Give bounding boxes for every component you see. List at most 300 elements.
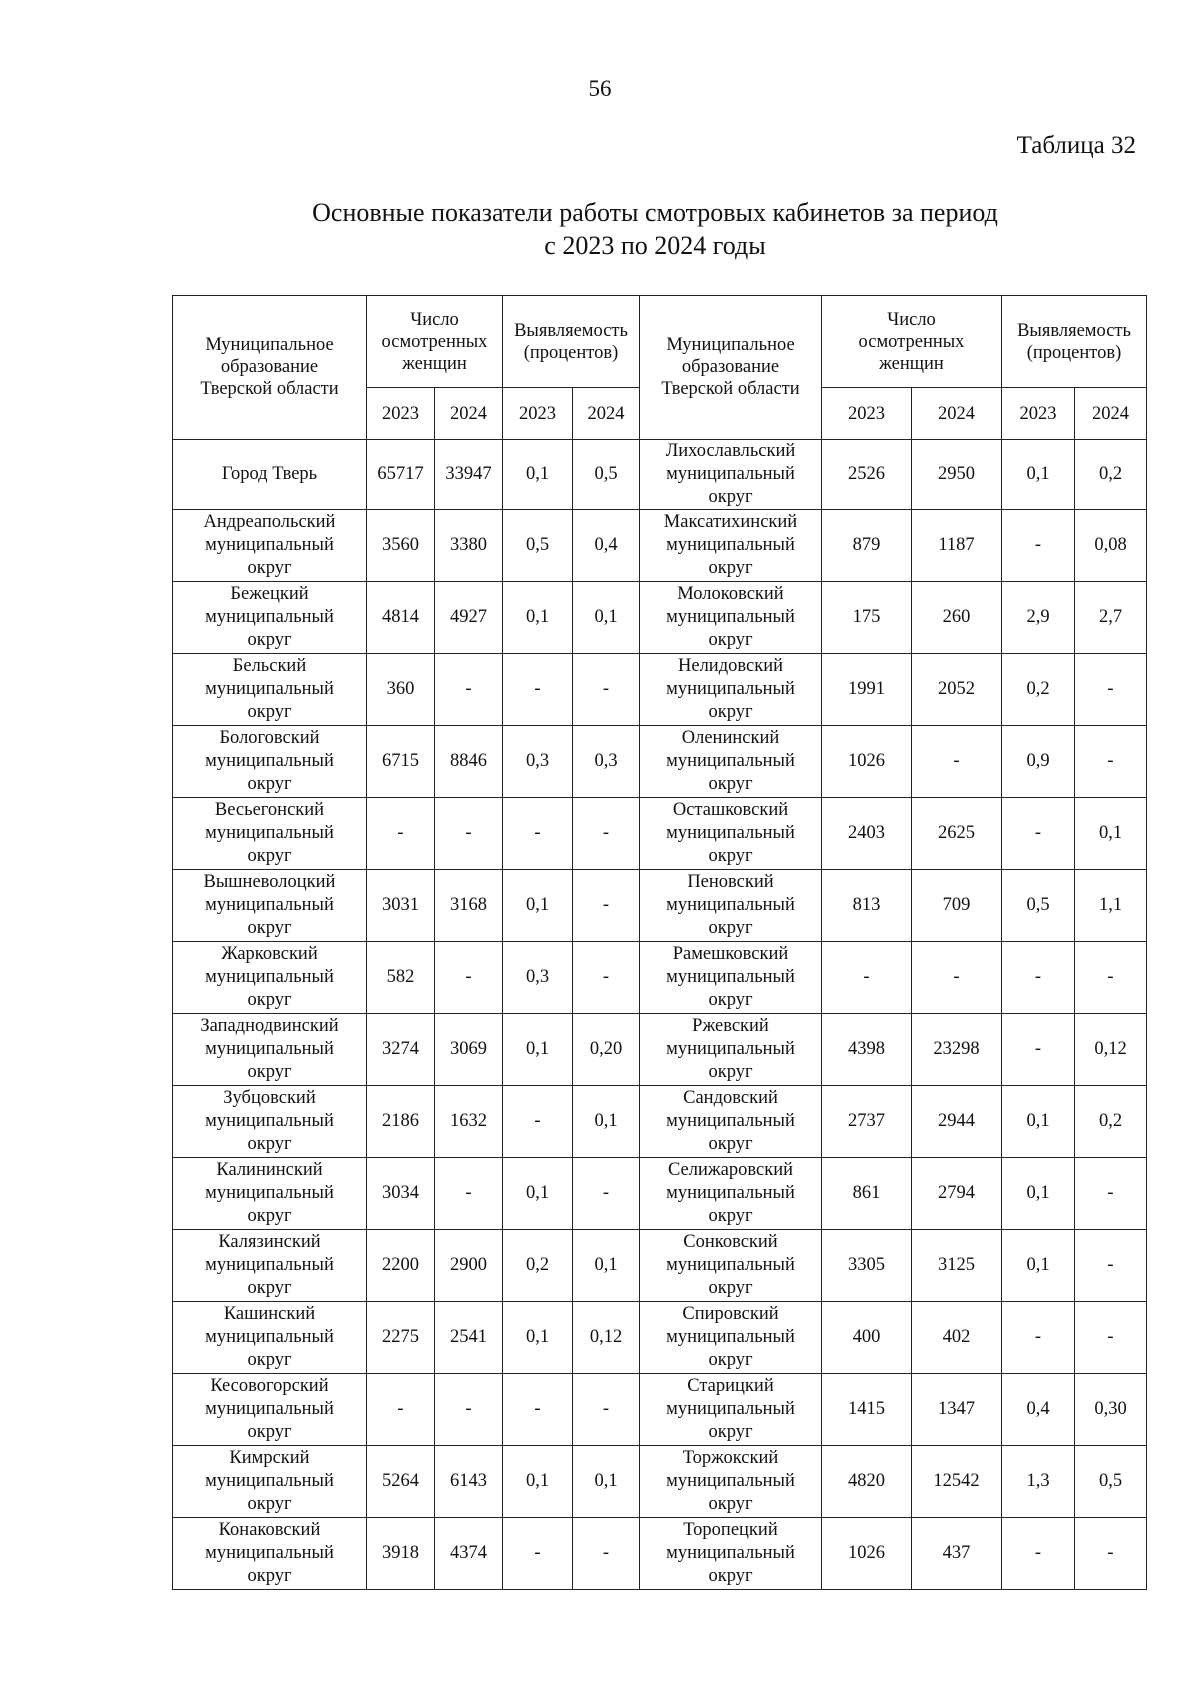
women-count-2023: 2186 (367, 1086, 435, 1158)
women-count-2023: 2737 (822, 1086, 912, 1158)
women-count-2024: - (435, 798, 503, 870)
municipality-name (173, 582, 367, 654)
detection-rate-2023: - (1002, 1518, 1075, 1590)
women-count-2023: 1026 (822, 1518, 912, 1590)
women-count-2023: 5264 (367, 1446, 435, 1518)
municipality-name-line: Кашинский (223, 1304, 316, 1324)
screening-table (172, 295, 1147, 1590)
municipality-name-line: муниципальный (205, 679, 334, 699)
header-text: Муниципальное (205, 335, 334, 355)
municipality-name (173, 798, 367, 870)
municipality-name-line: округ (247, 1278, 292, 1298)
municipality-name-line: округ (708, 1062, 753, 1082)
header-text: Тверской области (661, 379, 800, 399)
detection-rate-2024: 0,1 (573, 582, 640, 654)
detection-rate-2023: - (503, 654, 573, 726)
municipality-name (173, 726, 367, 798)
detection-rate-2024: - (573, 1158, 640, 1230)
municipality-name-line: муниципальный (666, 751, 795, 771)
table-row (173, 1446, 1147, 1518)
women-count-2024: 2944 (912, 1086, 1002, 1158)
detection-rate-2023: - (503, 798, 573, 870)
women-count-2024: 8846 (435, 726, 503, 798)
detection-rate-2024: 0,12 (573, 1302, 640, 1374)
municipality-name-line: муниципальный (205, 1471, 334, 1491)
municipality-name-line: Нелидовский (678, 656, 783, 676)
municipality-name-line: Ржевский (692, 1016, 769, 1036)
municipality-name (640, 1446, 822, 1518)
detection-rate-2024: 2,7 (1075, 582, 1147, 654)
detection-rate-2023: - (503, 1086, 573, 1158)
detection-rate-2023: 0,4 (1002, 1374, 1075, 1446)
women-count-2024: 1632 (435, 1086, 503, 1158)
municipality-name-line: муниципальный (666, 1471, 795, 1491)
detection-rate-2023: - (503, 1374, 573, 1446)
municipality-name-line: округ (247, 774, 292, 794)
detection-rate-2023: 0,5 (503, 510, 573, 582)
municipality-name-line: Старицкий (687, 1376, 774, 1396)
detection-rate-2023: - (1002, 942, 1075, 1014)
municipality-name-line: округ (708, 846, 753, 866)
municipality-name (173, 1446, 367, 1518)
women-count-2023: 3031 (367, 870, 435, 942)
municipality-name-line: округ (247, 918, 292, 938)
municipality-name (640, 440, 822, 510)
detection-rate-2024: 0,1 (573, 1086, 640, 1158)
women-count-2024: 6143 (435, 1446, 503, 1518)
municipality-name-line: Жарковский (221, 944, 318, 964)
header-women-count-left (367, 296, 503, 388)
table-row (173, 1230, 1147, 1302)
municipality-name-line: Андреапольский (203, 512, 336, 532)
detection-rate-2023: 0,1 (503, 582, 573, 654)
municipality-name (173, 1014, 367, 1086)
municipality-name-line: округ (247, 1422, 292, 1442)
header-text: Число (410, 309, 459, 330)
detection-rate-2024: - (1075, 654, 1147, 726)
municipality-name (640, 1302, 822, 1374)
detection-rate-2024: - (573, 942, 640, 1014)
women-count-2024: 260 (912, 582, 1002, 654)
municipality-name-line: округ (708, 702, 753, 722)
detection-rate-2024: 0,5 (573, 440, 640, 510)
municipality-name (640, 798, 822, 870)
municipality-name-line: округ (708, 1494, 753, 1514)
municipality-name (640, 942, 822, 1014)
municipality-name-line: Бежецкий (230, 584, 309, 604)
header-text: осмотренных (381, 331, 488, 352)
table-row (173, 654, 1147, 726)
women-count-2024: 4927 (435, 582, 503, 654)
municipality-name-line: округ (708, 1350, 753, 1370)
detection-rate-2023: 0,1 (503, 870, 573, 942)
municipality-name (173, 1230, 367, 1302)
detection-rate-2023: 0,1 (1002, 440, 1075, 510)
women-count-2024: 437 (912, 1518, 1002, 1590)
municipality-name-line: муниципальный (205, 1183, 334, 1203)
women-count-2024: 3168 (435, 870, 503, 942)
women-count-2023: 65717 (367, 440, 435, 510)
municipality-name (640, 1518, 822, 1590)
women-count-2023: 3918 (367, 1518, 435, 1590)
women-count-2024: 2625 (912, 798, 1002, 870)
table-row (173, 440, 1147, 510)
document-title (0, 196, 1200, 262)
header-text: (процентов) (1026, 342, 1122, 363)
municipality-name-line: Конаковский (218, 1520, 321, 1540)
header-text: образование (681, 357, 780, 377)
municipality-name-line: округ (708, 990, 753, 1010)
women-count-2023: - (367, 1374, 435, 1446)
municipality-name-line: Город Тверь (221, 464, 318, 484)
municipality-name-line: округ (247, 1062, 292, 1082)
women-count-2024: - (435, 942, 503, 1014)
municipality-name-line: Кимрский (229, 1448, 310, 1468)
detection-rate-2023: 0,1 (1002, 1230, 1075, 1302)
municipality-name-line: муниципальный (666, 535, 795, 555)
municipality-name (640, 654, 822, 726)
detection-rate-2024: - (1075, 1302, 1147, 1374)
women-count-2024: - (435, 1374, 503, 1446)
detection-rate-2024: - (1075, 1230, 1147, 1302)
header-text: образование (220, 357, 319, 377)
municipality-name-line: Лихославльский (665, 441, 796, 461)
municipality-name-line: Калязинский (218, 1232, 321, 1252)
table-row (173, 582, 1147, 654)
municipality-name (640, 726, 822, 798)
municipality-name-line: муниципальный (666, 967, 795, 987)
detection-rate-2023: 1,3 (1002, 1446, 1075, 1518)
women-count-2024: - (912, 942, 1002, 1014)
municipality-name (640, 510, 822, 582)
municipality-name-line: Кесовогорский (210, 1376, 329, 1396)
women-count-2023: 1991 (822, 654, 912, 726)
women-count-2024: 3380 (435, 510, 503, 582)
women-count-2023: 4814 (367, 582, 435, 654)
women-count-2024: 402 (912, 1302, 1002, 1374)
header-text: Тверской области (200, 379, 339, 399)
header-text: Выявляемость (514, 320, 628, 341)
detection-rate-2023: 0,3 (503, 726, 573, 798)
detection-rate-2024: 1,1 (1075, 870, 1147, 942)
women-count-2023: 3274 (367, 1014, 435, 1086)
municipality-name-line: муниципальный (666, 679, 795, 699)
municipality-name-line: округ (247, 1494, 292, 1514)
municipality-name (640, 870, 822, 942)
municipality-name (173, 1518, 367, 1590)
municipality-name-line: муниципальный (666, 464, 795, 484)
municipality-name (173, 1086, 367, 1158)
women-count-2024: 1187 (912, 510, 1002, 582)
municipality-name-line: муниципальный (666, 1543, 795, 1563)
detection-rate-2024: - (1075, 942, 1147, 1014)
header-year-2023: 2023 (1002, 388, 1075, 440)
women-count-2023: 3560 (367, 510, 435, 582)
municipality-name-line: муниципальный (205, 1543, 334, 1563)
detection-rate-2024: 0,2 (1075, 440, 1147, 510)
municipality-name-line: округ (708, 1278, 753, 1298)
header-year-2023: 2023 (503, 388, 573, 440)
municipality-name-line: муниципальный (205, 751, 334, 771)
detection-rate-2023: 0,2 (1002, 654, 1075, 726)
municipality-name (640, 582, 822, 654)
detection-rate-2023: 2,9 (1002, 582, 1075, 654)
detection-rate-2024: 0,08 (1075, 510, 1147, 582)
women-count-2023: 1026 (822, 726, 912, 798)
municipality-name-line: Спировский (682, 1304, 779, 1324)
municipality-name-line: муниципальный (205, 895, 334, 915)
municipality-name-line: округ (708, 1206, 753, 1226)
table-row (173, 1014, 1147, 1086)
municipality-name-line: округ (247, 1206, 292, 1226)
detection-rate-2024: - (573, 654, 640, 726)
municipality-name-line: муниципальный (666, 1255, 795, 1275)
women-count-2024: - (912, 726, 1002, 798)
municipality-name-line: Вышневолоцкий (203, 872, 336, 892)
header-text: Число (887, 309, 936, 330)
municipality-name (173, 1302, 367, 1374)
table-row (173, 1302, 1147, 1374)
page-number: 56 (588, 76, 612, 101)
municipality-name-line: Молоковский (677, 584, 784, 604)
header-year-2024: 2024 (573, 388, 640, 440)
municipality-name-line: округ (247, 1134, 292, 1154)
table-body (173, 440, 1147, 1590)
municipality-name-line: Западнодвинский (200, 1016, 339, 1036)
detection-rate-2023: 0,1 (1002, 1086, 1075, 1158)
municipality-name-line: муниципальный (205, 1039, 334, 1059)
detection-rate-2023: 0,1 (503, 1446, 573, 1518)
detection-rate-2024: - (573, 798, 640, 870)
municipality-name (173, 870, 367, 942)
municipality-name-line: округ (708, 558, 753, 578)
header-municipality-left (173, 296, 367, 440)
women-count-2023: 4820 (822, 1446, 912, 1518)
header-detection-rate-left (503, 296, 640, 388)
women-count-2023: 3034 (367, 1158, 435, 1230)
detection-rate-2023: 0,5 (1002, 870, 1075, 942)
title-line: Основные показатели работы смотровых кабинетов за период (312, 198, 998, 227)
detection-rate-2024: 0,1 (573, 1230, 640, 1302)
municipality-name-line: муниципальный (205, 967, 334, 987)
women-count-2024: 12542 (912, 1446, 1002, 1518)
municipality-name-line: округ (708, 1134, 753, 1154)
women-count-2024: 2794 (912, 1158, 1002, 1230)
detection-rate-2023: 0,1 (503, 1302, 573, 1374)
municipality-name-line: Калининский (216, 1160, 323, 1180)
municipality-name (173, 510, 367, 582)
detection-rate-2024: - (1075, 726, 1147, 798)
header-text: осмотренных (858, 331, 965, 352)
header-municipality-right (640, 296, 822, 440)
municipality-name-line: округ (247, 702, 292, 722)
municipality-name-line: округ (708, 487, 753, 507)
women-count-2024: 3069 (435, 1014, 503, 1086)
women-count-2024: 4374 (435, 1518, 503, 1590)
women-count-2023: 4398 (822, 1014, 912, 1086)
municipality-name-line: муниципальный (205, 1399, 334, 1419)
table-label: Таблица 32 (1016, 132, 1136, 159)
table-row (173, 942, 1147, 1014)
municipality-name (173, 440, 367, 510)
header-year-2023: 2023 (822, 388, 912, 440)
women-count-2023: - (367, 798, 435, 870)
women-count-2024: - (435, 654, 503, 726)
municipality-name (173, 942, 367, 1014)
municipality-name-line: округ (247, 846, 292, 866)
women-count-2024: - (435, 1158, 503, 1230)
women-count-2023: 879 (822, 510, 912, 582)
women-count-2023: 175 (822, 582, 912, 654)
women-count-2023: 400 (822, 1302, 912, 1374)
women-count-2023: 1415 (822, 1374, 912, 1446)
municipality-name-line: муниципальный (666, 607, 795, 627)
detection-rate-2023: 0,1 (503, 1014, 573, 1086)
header-text: Выявляемость (1017, 320, 1131, 341)
municipality-name (173, 654, 367, 726)
detection-rate-2023: 0,1 (503, 440, 573, 510)
municipality-name-line: муниципальный (205, 1111, 334, 1131)
women-count-2023: 2275 (367, 1302, 435, 1374)
detection-rate-2024: 0,1 (573, 1446, 640, 1518)
municipality-name-line: Оленинский (681, 728, 780, 748)
table-row (173, 798, 1147, 870)
municipality-name-line: округ (708, 1566, 753, 1586)
municipality-name (640, 1086, 822, 1158)
detection-rate-2023: - (1002, 1302, 1075, 1374)
women-count-2024: 33947 (435, 440, 503, 510)
municipality-name-line: округ (708, 918, 753, 938)
detection-rate-2023: 0,9 (1002, 726, 1075, 798)
detection-rate-2023: - (503, 1518, 573, 1590)
municipality-name-line: муниципальный (666, 895, 795, 915)
women-count-2024: 709 (912, 870, 1002, 942)
women-count-2023: - (822, 942, 912, 1014)
header-text: женщин (402, 353, 467, 374)
municipality-name-line: Бологовский (219, 728, 320, 748)
municipality-name-line: округ (247, 558, 292, 578)
municipality-name-line: муниципальный (205, 1255, 334, 1275)
detection-rate-2023: 0,2 (503, 1230, 573, 1302)
detection-rate-2024: 0,3 (573, 726, 640, 798)
women-count-2024: 2950 (912, 440, 1002, 510)
header-women-count-right (822, 296, 1002, 388)
municipality-name (640, 1230, 822, 1302)
women-count-2024: 2900 (435, 1230, 503, 1302)
header-text: Муниципальное (666, 335, 795, 355)
header-detection-rate-right (1002, 296, 1147, 388)
women-count-2023: 2200 (367, 1230, 435, 1302)
municipality-name (640, 1158, 822, 1230)
women-count-2023: 582 (367, 942, 435, 1014)
header-text: женщин (879, 353, 944, 374)
detection-rate-2024: - (573, 1518, 640, 1590)
municipality-name-line: Сандовский (683, 1088, 778, 1108)
municipality-name-line: Весьегонский (214, 800, 325, 820)
municipality-name-line: Торопецкий (683, 1520, 778, 1540)
table-row (173, 726, 1147, 798)
detection-rate-2023: - (1002, 510, 1075, 582)
detection-rate-2023: - (1002, 1014, 1075, 1086)
municipality-name-line: муниципальный (666, 1039, 795, 1059)
header-year-2023: 2023 (367, 388, 435, 440)
detection-rate-2024: - (573, 1374, 640, 1446)
municipality-name-line: Максатихинский (663, 512, 798, 532)
detection-rate-2023: 0,1 (503, 1158, 573, 1230)
municipality-name-line: муниципальный (205, 535, 334, 555)
municipality-name-line: Торжокский (682, 1448, 779, 1468)
women-count-2023: 813 (822, 870, 912, 942)
detection-rate-2023: 0,3 (503, 942, 573, 1014)
municipality-name-line: муниципальный (205, 1327, 334, 1347)
detection-rate-2024: 0,5 (1075, 1446, 1147, 1518)
table-row (173, 870, 1147, 942)
table-row (173, 510, 1147, 582)
detection-rate-2024: 0,2 (1075, 1086, 1147, 1158)
women-count-2024: 3125 (912, 1230, 1002, 1302)
municipality-name-line: округ (247, 1566, 292, 1586)
table-row (173, 1374, 1147, 1446)
municipality-name-line: муниципальный (666, 1399, 795, 1419)
women-count-2023: 6715 (367, 726, 435, 798)
detection-rate-2023: 0,1 (1002, 1158, 1075, 1230)
header-text: (процентов) (523, 342, 619, 363)
women-count-2024: 23298 (912, 1014, 1002, 1086)
municipality-name-line: округ (708, 1422, 753, 1442)
municipality-name-line: муниципальный (666, 1327, 795, 1347)
header-year-2024: 2024 (912, 388, 1002, 440)
detection-rate-2024: 0,30 (1075, 1374, 1147, 1446)
municipality-name (173, 1374, 367, 1446)
detection-rate-2024: 0,20 (573, 1014, 640, 1086)
municipality-name (173, 1158, 367, 1230)
women-count-2023: 2526 (822, 440, 912, 510)
municipality-name-line: Бельский (232, 656, 307, 676)
women-count-2023: 2403 (822, 798, 912, 870)
municipality-name-line: муниципальный (205, 607, 334, 627)
women-count-2023: 360 (367, 654, 435, 726)
municipality-name-line: Осташковский (672, 800, 789, 820)
detection-rate-2024: 0,1 (1075, 798, 1147, 870)
title-line: с 2023 по 2024 годы (544, 231, 766, 260)
municipality-name-line: Селижаровский (667, 1160, 794, 1180)
women-count-2024: 2052 (912, 654, 1002, 726)
header-year-2024: 2024 (435, 388, 503, 440)
detection-rate-2023: - (1002, 798, 1075, 870)
table-row (173, 1158, 1147, 1230)
women-count-2024: 2541 (435, 1302, 503, 1374)
municipality-name (640, 1374, 822, 1446)
table-row (173, 1086, 1147, 1158)
municipality-name-line: муниципальный (666, 823, 795, 843)
detection-rate-2024: - (573, 870, 640, 942)
women-count-2023: 861 (822, 1158, 912, 1230)
municipality-name-line: округ (708, 774, 753, 794)
detection-rate-2024: - (1075, 1518, 1147, 1590)
header-year-2024: 2024 (1075, 388, 1147, 440)
municipality-name-line: округ (247, 1350, 292, 1370)
municipality-name-line: Пеновский (687, 872, 774, 892)
municipality-name-line: Сонковский (683, 1232, 778, 1252)
municipality-name-line: округ (247, 990, 292, 1010)
women-count-2024: 1347 (912, 1374, 1002, 1446)
municipality-name (640, 1014, 822, 1086)
detection-rate-2024: 0,4 (573, 510, 640, 582)
municipality-name-line: муниципальный (666, 1111, 795, 1131)
municipality-name-line: Рамешковский (672, 944, 789, 964)
detection-rate-2024: 0,12 (1075, 1014, 1147, 1086)
municipality-name-line: муниципальный (666, 1183, 795, 1203)
